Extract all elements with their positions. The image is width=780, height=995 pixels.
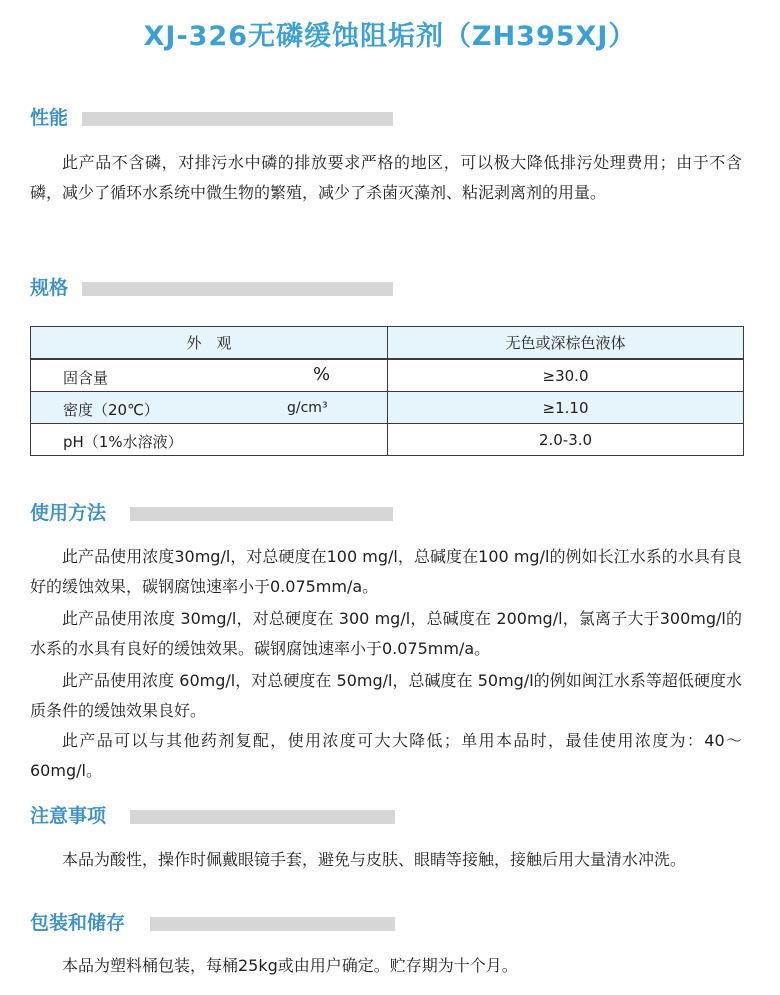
spec-name-cell [31, 392, 388, 424]
section-heading-label: 注意事项 [30, 805, 107, 827]
document-title: XJ-326无磷缓蚀阻垢剂（ZH395XJ） [143, 21, 637, 52]
spec-header-cell: 外 观 [31, 327, 388, 360]
usage-paragraph: 此产品使用浓度30mg/l，对总硬度在100 mg/l，总碱度在100 mg/l的例如长江水系的水具有良好的缓蚀效果，碳钢腐蚀速率小于0.075mm/a。 [30, 547, 742, 596]
spec-name: 密度（20℃） [63, 401, 159, 419]
section-heading-packaging [30, 910, 396, 936]
cautions-paragraph: 本品为酸性，操作时佩戴眼镜手套，避免与皮肤、眼睛等接触，接触后用大量清水冲洗。 [62, 850, 687, 869]
section-heading-bar [82, 282, 393, 296]
spec-value: 2.0-3.0 [388, 424, 744, 456]
usage-paragraph: 此产品可以与其他药剂复配，使用浓度可大大降低；单用本品时，最佳使用浓度为：40～60mg/l。 [30, 731, 742, 780]
spec-table-row [31, 392, 744, 424]
spec-table-row [31, 424, 744, 456]
section-heading-cautions [30, 803, 396, 829]
section-heading-label: 包装和储存 [30, 912, 126, 934]
spec-name: 固含量 [63, 369, 109, 387]
section-heading-performance [30, 105, 394, 131]
spec-value: ≥30.0 [388, 359, 744, 392]
spec-table-row [31, 359, 744, 392]
section-heading-usage [30, 500, 394, 526]
section-heading-bar [130, 810, 395, 824]
spec-table [30, 326, 744, 456]
spec-name-cell [31, 424, 388, 456]
spec-value: ≥1.10 [388, 392, 744, 424]
section-heading-bar [82, 112, 393, 126]
spec-name-cell [31, 359, 388, 392]
section-heading-spec [30, 275, 394, 301]
section-heading-bar [150, 917, 395, 931]
spec-table-header-row [31, 327, 744, 360]
section-heading-label: 使用方法 [30, 502, 107, 524]
performance-paragraph: 此产品不含磷，对排污水中磷的排放要求严格的地区，可以极大降低排污处理费用；由于不含磷，减少了循环水系统中微生物的繁殖，减少了杀菌灭藻剂、粘泥剥离剂的用量。 [30, 153, 742, 202]
usage-paragraph: 此产品使用浓度 30mg/l，对总硬度在 300 mg/l，总碱度在 200mg/l，氯离子大于300mg/l的水系的水具有良好的缓蚀效果。碳钢腐蚀速率小于0.075mm/a。 [30, 609, 742, 658]
spec-unit: % [313, 364, 331, 385]
section-heading-bar [130, 507, 393, 521]
section-heading-label: 性能 [30, 107, 69, 129]
section-heading-label: 规格 [30, 277, 69, 299]
packaging-paragraph: 本品为塑料桶包装，每桶25kg或由用户确定。贮存期为十个月。 [62, 956, 518, 975]
spec-unit: g/cm³ [287, 400, 328, 416]
spec-header-value: 无色或深棕色液体 [388, 327, 744, 360]
spec-name: pH（1%水溶液） [63, 433, 183, 451]
usage-paragraph: 此产品使用浓度 60mg/l，对总硬度在 50mg/l，总碱度在 50mg/l的例如闽江水系等超低硬度水质条件的缓蚀效果良好。 [30, 671, 742, 720]
